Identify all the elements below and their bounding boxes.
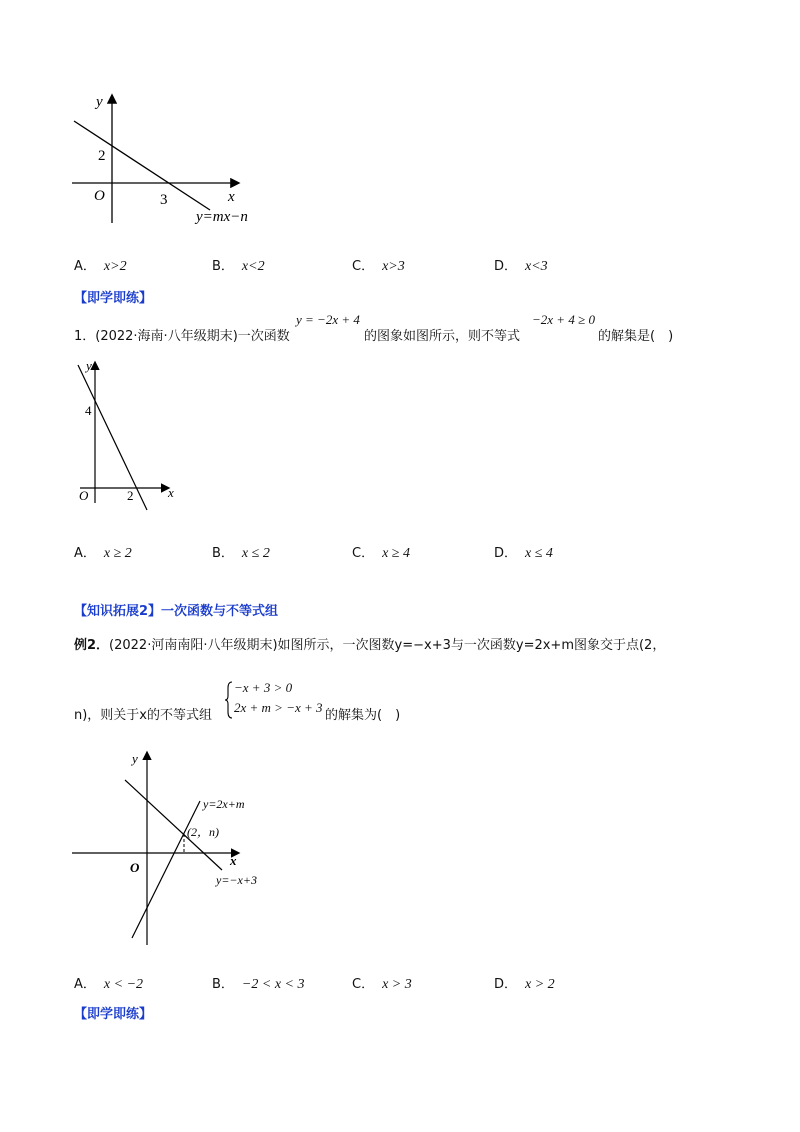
option-b[interactable]: B． x ≤ 2	[212, 546, 270, 561]
option-a[interactable]: A． x ≥ 2	[74, 546, 132, 561]
system-line-2: 2x + m > −x + 3	[234, 700, 323, 715]
y-axis-label: y	[132, 751, 138, 766]
origin-label: O	[94, 188, 105, 204]
origin-label: O	[130, 860, 140, 875]
brace-icon	[224, 680, 234, 720]
x-intercept-label: 2	[127, 488, 134, 503]
example-label: 例2．	[74, 638, 110, 653]
option-b[interactable]: B． x<2	[212, 259, 265, 274]
y-axis-label: y	[96, 94, 103, 110]
option-c[interactable]: C． x > 3	[352, 977, 412, 992]
line-neg-x-3-label: y=−x+3	[216, 873, 257, 887]
option-d[interactable]: D． x > 2	[494, 977, 555, 992]
graph-3	[60, 745, 320, 950]
q1-suffix: 的解集是( )	[598, 329, 674, 344]
option-b[interactable]: B． −2 < x < 3	[212, 977, 305, 992]
x-axis-label: x	[168, 485, 174, 500]
graph-1	[60, 88, 290, 238]
example-text-2-pre: n)，则关于x的不等式组	[74, 708, 213, 723]
x-intercept-label: 3	[160, 192, 168, 208]
y-intercept-label: 4	[85, 403, 92, 418]
intersection-label: (2，n)	[187, 825, 219, 839]
inequality-system	[224, 680, 334, 720]
option-a[interactable]: A． x < −2	[74, 977, 144, 992]
y-intercept-label: 2	[98, 148, 106, 164]
practice-heading: 【即学即练】	[74, 1007, 153, 1022]
q1-prefix: 1．(2022·海南·八年级期末)一次函数	[74, 329, 290, 344]
line-2x-m-label: y=2x+m	[203, 797, 245, 811]
line-y-2x-m	[132, 801, 200, 938]
y-axis-label: y	[86, 358, 92, 373]
system-line-1: −x + 3 > 0	[234, 680, 293, 695]
option-c[interactable]: C． x>3	[352, 259, 405, 274]
option-c[interactable]: C． x ≥ 4	[352, 546, 410, 561]
origin-label: O	[79, 488, 89, 503]
example-2-line-2	[74, 704, 212, 723]
q1-inequality: −2x + 4 ≥ 0	[532, 312, 595, 327]
line-label: y=mx−n	[196, 209, 248, 225]
example-2-line-1	[74, 634, 665, 653]
x-axis-label: x	[230, 853, 237, 868]
q1-function: y = −2x + 4	[296, 312, 360, 327]
practice-heading: 【即学即练】	[74, 291, 153, 306]
example-text-2-post: 的解集为( )	[325, 708, 401, 723]
graph-2	[70, 355, 190, 520]
section-heading: 【知识拓展2】一次函数与不等式组	[74, 604, 279, 619]
option-a[interactable]: A． x>2	[74, 259, 127, 274]
option-d[interactable]: D． x<3	[494, 259, 548, 274]
q1-middle: 的图象如图所示，则不等式	[364, 329, 521, 344]
x-axis-label: x	[228, 189, 235, 205]
option-d[interactable]: D． x ≤ 4	[494, 546, 553, 561]
example-text-1: (2022·河南南阳·八年级期末)如图所示，一次图数y=−x+3与一次函数y=2x+m图象交于点(2，	[109, 638, 666, 653]
